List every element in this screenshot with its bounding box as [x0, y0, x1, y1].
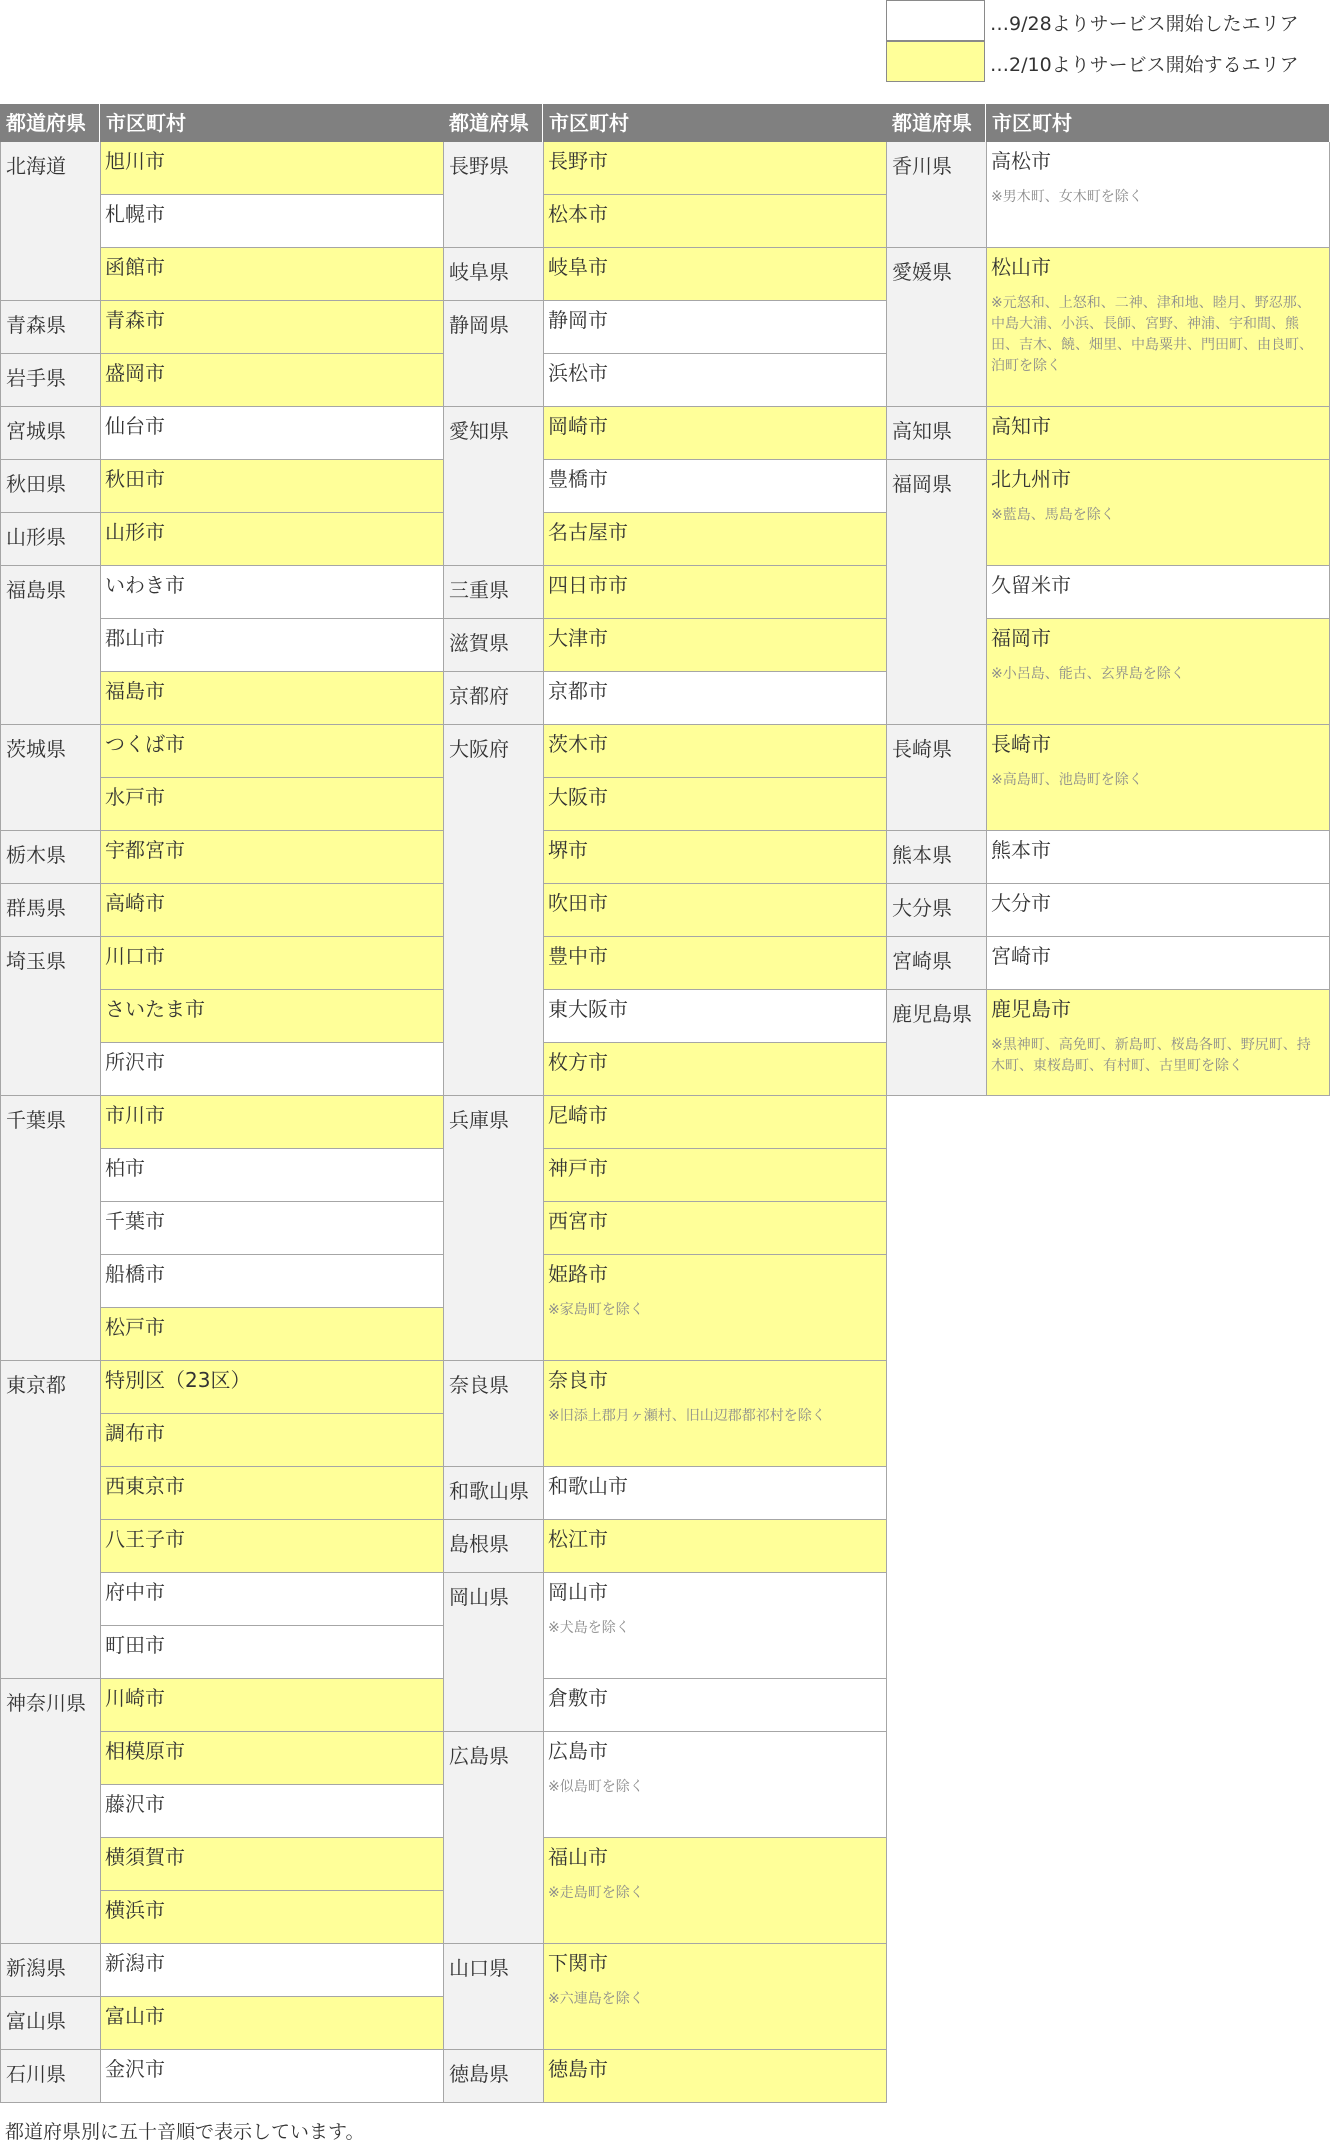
city-cell: [100, 1361, 444, 1414]
city-name: 西東京市: [105, 1474, 185, 1498]
prefecture-cell: 香川県: [886, 142, 986, 248]
city-name: 八王子市: [105, 1527, 185, 1551]
city-cell: [543, 1361, 887, 1467]
prefecture-cell: 岡山県: [443, 1573, 543, 1732]
city-name: 横浜市: [105, 1898, 165, 1922]
city-cell: [986, 937, 1330, 990]
city-name: 特別区（23区）: [105, 1368, 251, 1392]
prefecture-cell: 熊本県: [886, 831, 986, 884]
city-name: 盛岡市: [105, 361, 165, 385]
city-name: 岡山市: [548, 1580, 608, 1604]
city-cell: [100, 1838, 444, 1891]
city-name: 藤沢市: [105, 1792, 165, 1816]
city-name: 福岡市: [991, 626, 1051, 650]
city-name: 枚方市: [548, 1050, 608, 1074]
header-city: 市区町村: [543, 104, 886, 142]
city-cell: [543, 1255, 887, 1361]
prefecture-cell: 千葉県: [0, 1096, 100, 1361]
legend-swatch: [886, 0, 985, 41]
prefecture-cell: 青森県: [0, 301, 100, 354]
prefecture-cell: 東京都: [0, 1361, 100, 1679]
prefecture-cell: 鹿児島県: [886, 990, 986, 1096]
city-name: 松山市: [991, 255, 1051, 279]
exclusion-note: ※六連島を除く: [548, 1991, 644, 2007]
city-name: 調布市: [105, 1421, 165, 1445]
city-name: 豊中市: [548, 944, 608, 968]
city-cell: [543, 778, 887, 831]
city-cell: [100, 513, 444, 566]
city-name: 府中市: [105, 1580, 165, 1604]
city-cell: [100, 1308, 444, 1361]
city-name: 町田市: [105, 1633, 165, 1657]
city-name: 広島市: [548, 1739, 608, 1763]
prefecture-cell: 埼玉県: [0, 937, 100, 1096]
city-name: 千葉市: [105, 1209, 165, 1233]
city-name: 名古屋市: [548, 520, 628, 544]
city-name: 川崎市: [105, 1686, 165, 1710]
city-name: 浜松市: [548, 361, 608, 385]
header-prefecture: 都道府県: [0, 104, 100, 142]
city-name: 郡山市: [105, 626, 165, 650]
city-name: 仙台市: [105, 414, 165, 438]
city-cell: [543, 1944, 887, 2050]
prefecture-cell: 新潟県: [0, 1944, 100, 1997]
city-name: 岐阜市: [548, 255, 608, 279]
city-name: 新潟市: [105, 1951, 165, 1975]
city-cell: [986, 884, 1330, 937]
city-cell: [543, 1679, 887, 1732]
city-cell: [100, 1891, 444, 1944]
prefecture-cell: 兵庫県: [443, 1096, 543, 1361]
legend-swatch: [886, 41, 985, 82]
city-cell: [543, 937, 887, 990]
prefecture-cell: 福島県: [0, 566, 100, 725]
city-name: 旭川市: [105, 149, 165, 173]
prefecture-cell: 和歌山県: [443, 1467, 543, 1520]
city-cell: [100, 619, 444, 672]
city-cell: [986, 407, 1330, 460]
city-cell: [543, 142, 887, 195]
city-cell: [543, 1149, 887, 1202]
city-name: いわき市: [105, 573, 185, 597]
city-cell: [986, 725, 1330, 831]
city-cell: [100, 725, 444, 778]
city-name: 富山市: [105, 2004, 165, 2028]
exclusion-note: ※走島町を除く: [548, 1885, 644, 1901]
prefecture-cell: 奈良県: [443, 1361, 543, 1467]
city-name: 水戸市: [105, 785, 165, 809]
prefecture-cell: 滋賀県: [443, 619, 543, 672]
city-name: 神戸市: [548, 1156, 608, 1180]
city-name: 高松市: [991, 149, 1051, 173]
city-cell: [543, 301, 887, 354]
city-cell: [543, 1732, 887, 1838]
prefecture-cell: 岩手県: [0, 354, 100, 407]
city-cell: [100, 1679, 444, 1732]
city-name: 横須賀市: [105, 1845, 185, 1869]
city-cell: [100, 248, 444, 301]
city-cell: [986, 142, 1330, 248]
city-name: 豊橋市: [548, 467, 608, 491]
prefecture-cell: 栃木県: [0, 831, 100, 884]
city-name: 東大阪市: [548, 997, 628, 1021]
city-cell: [100, 1997, 444, 2050]
city-name: 青森市: [105, 308, 165, 332]
city-cell: [100, 1573, 444, 1626]
city-name: 川口市: [105, 944, 165, 968]
city-cell: [100, 778, 444, 831]
city-name: さいたま市: [105, 997, 205, 1021]
exclusion-note: ※男木町、女木町を除く: [991, 189, 1143, 205]
prefecture-cell: 愛知県: [443, 407, 543, 566]
city-name: 長野市: [548, 149, 608, 173]
city-cell: [100, 672, 444, 725]
exclusion-note: ※家島町を除く: [548, 1302, 644, 1318]
city-cell: [100, 1467, 444, 1520]
city-name: 大分市: [991, 891, 1051, 915]
city-cell: [100, 937, 444, 990]
prefecture-cell: 大阪府: [443, 725, 543, 1096]
exclusion-note: ※小呂島、能古、玄界島を除く: [991, 666, 1185, 682]
exclusion-note: ※犬島を除く: [548, 1620, 630, 1636]
city-cell: [100, 1626, 444, 1679]
city-cell: [100, 1785, 444, 1838]
city-cell: [100, 354, 444, 407]
city-cell: [100, 831, 444, 884]
city-cell: [100, 460, 444, 513]
legend-item-white: [886, 0, 1306, 41]
city-cell: [543, 884, 887, 937]
prefecture-cell: 福岡県: [886, 460, 986, 725]
city-cell: [543, 248, 887, 301]
city-cell: [543, 1520, 887, 1573]
city-name: つくば市: [105, 732, 185, 756]
city-cell: [986, 566, 1330, 619]
city-name: 福島市: [105, 679, 165, 703]
city-cell: [100, 407, 444, 460]
city-cell: [543, 1838, 887, 1944]
city-cell: [100, 990, 444, 1043]
exclusion-note: ※黒神町、高免町、新島町、桜島各町、野尻町、持木町、東桜島町、有村町、古里町を除く: [991, 1037, 1311, 1074]
header-prefecture: 都道府県: [886, 104, 986, 142]
city-name: 宮崎市: [991, 944, 1051, 968]
city-name: 和歌山市: [548, 1474, 628, 1498]
city-name: 長崎市: [991, 732, 1051, 756]
city-name: 市川市: [105, 1103, 165, 1127]
city-name: 松江市: [548, 1527, 608, 1551]
city-cell: [100, 884, 444, 937]
prefecture-cell: 岐阜県: [443, 248, 543, 301]
city-name: 下関市: [548, 1951, 608, 1975]
city-name: 久留米市: [991, 573, 1071, 597]
header-prefecture: 都道府県: [443, 104, 543, 142]
city-name: 宇都宮市: [105, 838, 185, 862]
prefecture-cell: 富山県: [0, 1997, 100, 2050]
city-name: 倉敷市: [548, 1686, 608, 1710]
city-name: 高崎市: [105, 891, 165, 915]
city-name: 船橋市: [105, 1262, 165, 1286]
city-name: 熊本市: [991, 838, 1051, 862]
city-cell: [543, 672, 887, 725]
prefecture-cell: 三重県: [443, 566, 543, 619]
exclusion-note: ※藍島、馬島を除く: [991, 507, 1115, 523]
prefecture-cell: 石川県: [0, 2050, 100, 2103]
city-name: 静岡市: [548, 308, 608, 332]
prefecture-cell: 群馬県: [0, 884, 100, 937]
exclusion-note: ※旧添上郡月ヶ瀬村、旧山辺郡都祁村を除く: [548, 1408, 826, 1424]
city-name: 西宮市: [548, 1209, 608, 1233]
city-name: 四日市市: [548, 573, 628, 597]
prefecture-cell: 山形県: [0, 513, 100, 566]
city-cell: [986, 460, 1330, 566]
city-name: 奈良市: [548, 1368, 608, 1392]
header-city: 市区町村: [100, 104, 443, 142]
city-cell: [543, 1043, 887, 1096]
city-cell: [543, 1467, 887, 1520]
prefecture-cell: 宮崎県: [886, 937, 986, 990]
prefecture-cell: 北海道: [0, 142, 100, 301]
city-name: 福山市: [548, 1845, 608, 1869]
city-name: 大津市: [548, 626, 608, 650]
city-cell: [986, 990, 1330, 1096]
city-name: 堺市: [548, 838, 588, 862]
prefecture-cell: 広島県: [443, 1732, 543, 1944]
city-name: 徳島市: [548, 2057, 608, 2081]
city-cell: [543, 725, 887, 778]
prefecture-cell: 長崎県: [886, 725, 986, 831]
city-name: 鹿児島市: [991, 997, 1071, 1021]
city-cell: [986, 619, 1330, 725]
city-cell: [100, 2050, 444, 2103]
city-cell: [543, 831, 887, 884]
prefecture-cell: 茨城県: [0, 725, 100, 831]
city-name: 柏市: [105, 1156, 145, 1180]
city-name: 岡崎市: [548, 414, 608, 438]
city-cell: [100, 1255, 444, 1308]
city-cell: [543, 566, 887, 619]
city-cell: [543, 407, 887, 460]
city-cell: [986, 831, 1330, 884]
city-name: 松戸市: [105, 1315, 165, 1339]
city-name: 松本市: [548, 202, 608, 226]
prefecture-cell: 大分県: [886, 884, 986, 937]
prefecture-cell: 京都府: [443, 672, 543, 725]
city-name: 金沢市: [105, 2057, 165, 2081]
prefecture-cell: 神奈川県: [0, 1679, 100, 1944]
city-cell: [543, 195, 887, 248]
city-name: 高知市: [991, 414, 1051, 438]
city-cell: [543, 513, 887, 566]
city-cell: [986, 248, 1330, 407]
city-name: 大阪市: [548, 785, 608, 809]
prefecture-cell: 静岡県: [443, 301, 543, 407]
city-name: 所沢市: [105, 1050, 165, 1074]
prefecture-cell: 宮城県: [0, 407, 100, 460]
city-cell: [543, 2050, 887, 2103]
header-city: 市区町村: [986, 104, 1329, 142]
city-cell: [543, 1096, 887, 1149]
city-cell: [100, 1202, 444, 1255]
prefecture-cell: 徳島県: [443, 2050, 543, 2103]
city-cell: [543, 460, 887, 513]
city-cell: [100, 1096, 444, 1149]
city-cell: [100, 566, 444, 619]
city-name: 京都市: [548, 679, 608, 703]
prefecture-cell: 高知県: [886, 407, 986, 460]
city-name: 吹田市: [548, 891, 608, 915]
city-cell: [100, 301, 444, 354]
city-name: 尼崎市: [548, 1103, 608, 1127]
exclusion-note: ※元怒和、上怒和、二神、津和地、睦月、野忍那、中島大浦、小浜、長師、宮野、神浦、宇和間、熊田、吉木、饒、畑里、中島粟井、門田町、由良町、泊町を除く: [991, 295, 1313, 374]
city-cell: [100, 1149, 444, 1202]
exclusion-note: ※似島町を除く: [548, 1779, 644, 1795]
prefecture-cell: 山口県: [443, 1944, 543, 2050]
city-cell: [543, 1573, 887, 1679]
prefecture-cell: 愛媛県: [886, 248, 986, 407]
city-cell: [100, 1732, 444, 1785]
city-name: 北九州市: [991, 467, 1071, 491]
exclusion-note: ※高島町、池島町を除く: [991, 772, 1143, 788]
city-cell: [100, 142, 444, 195]
city-name: 茨木市: [548, 732, 608, 756]
city-cell: [100, 1414, 444, 1467]
city-cell: [100, 1043, 444, 1096]
prefecture-cell: 秋田県: [0, 460, 100, 513]
city-cell: [543, 1202, 887, 1255]
city-name: 姫路市: [548, 1262, 608, 1286]
city-name: 函館市: [105, 255, 165, 279]
footer-note: 都道府県別に五十音順で表示しています。: [5, 2121, 365, 2143]
prefecture-cell: 島根県: [443, 1520, 543, 1573]
city-cell: [543, 354, 887, 407]
legend-item-yellow: [886, 41, 1306, 82]
city-cell: [100, 1944, 444, 1997]
legend-label: …2/10よりサービス開始するエリア: [990, 54, 1299, 76]
city-cell: [543, 990, 887, 1043]
legend-label: …9/28よりサービス開始したエリア: [990, 13, 1299, 35]
city-cell: [543, 619, 887, 672]
city-name: 山形市: [105, 520, 165, 544]
city-name: 秋田市: [105, 467, 165, 491]
city-cell: [100, 195, 444, 248]
city-name: 札幌市: [105, 202, 165, 226]
prefecture-cell: 長野県: [443, 142, 543, 248]
city-name: 相模原市: [105, 1739, 185, 1763]
city-cell: [100, 1520, 444, 1573]
